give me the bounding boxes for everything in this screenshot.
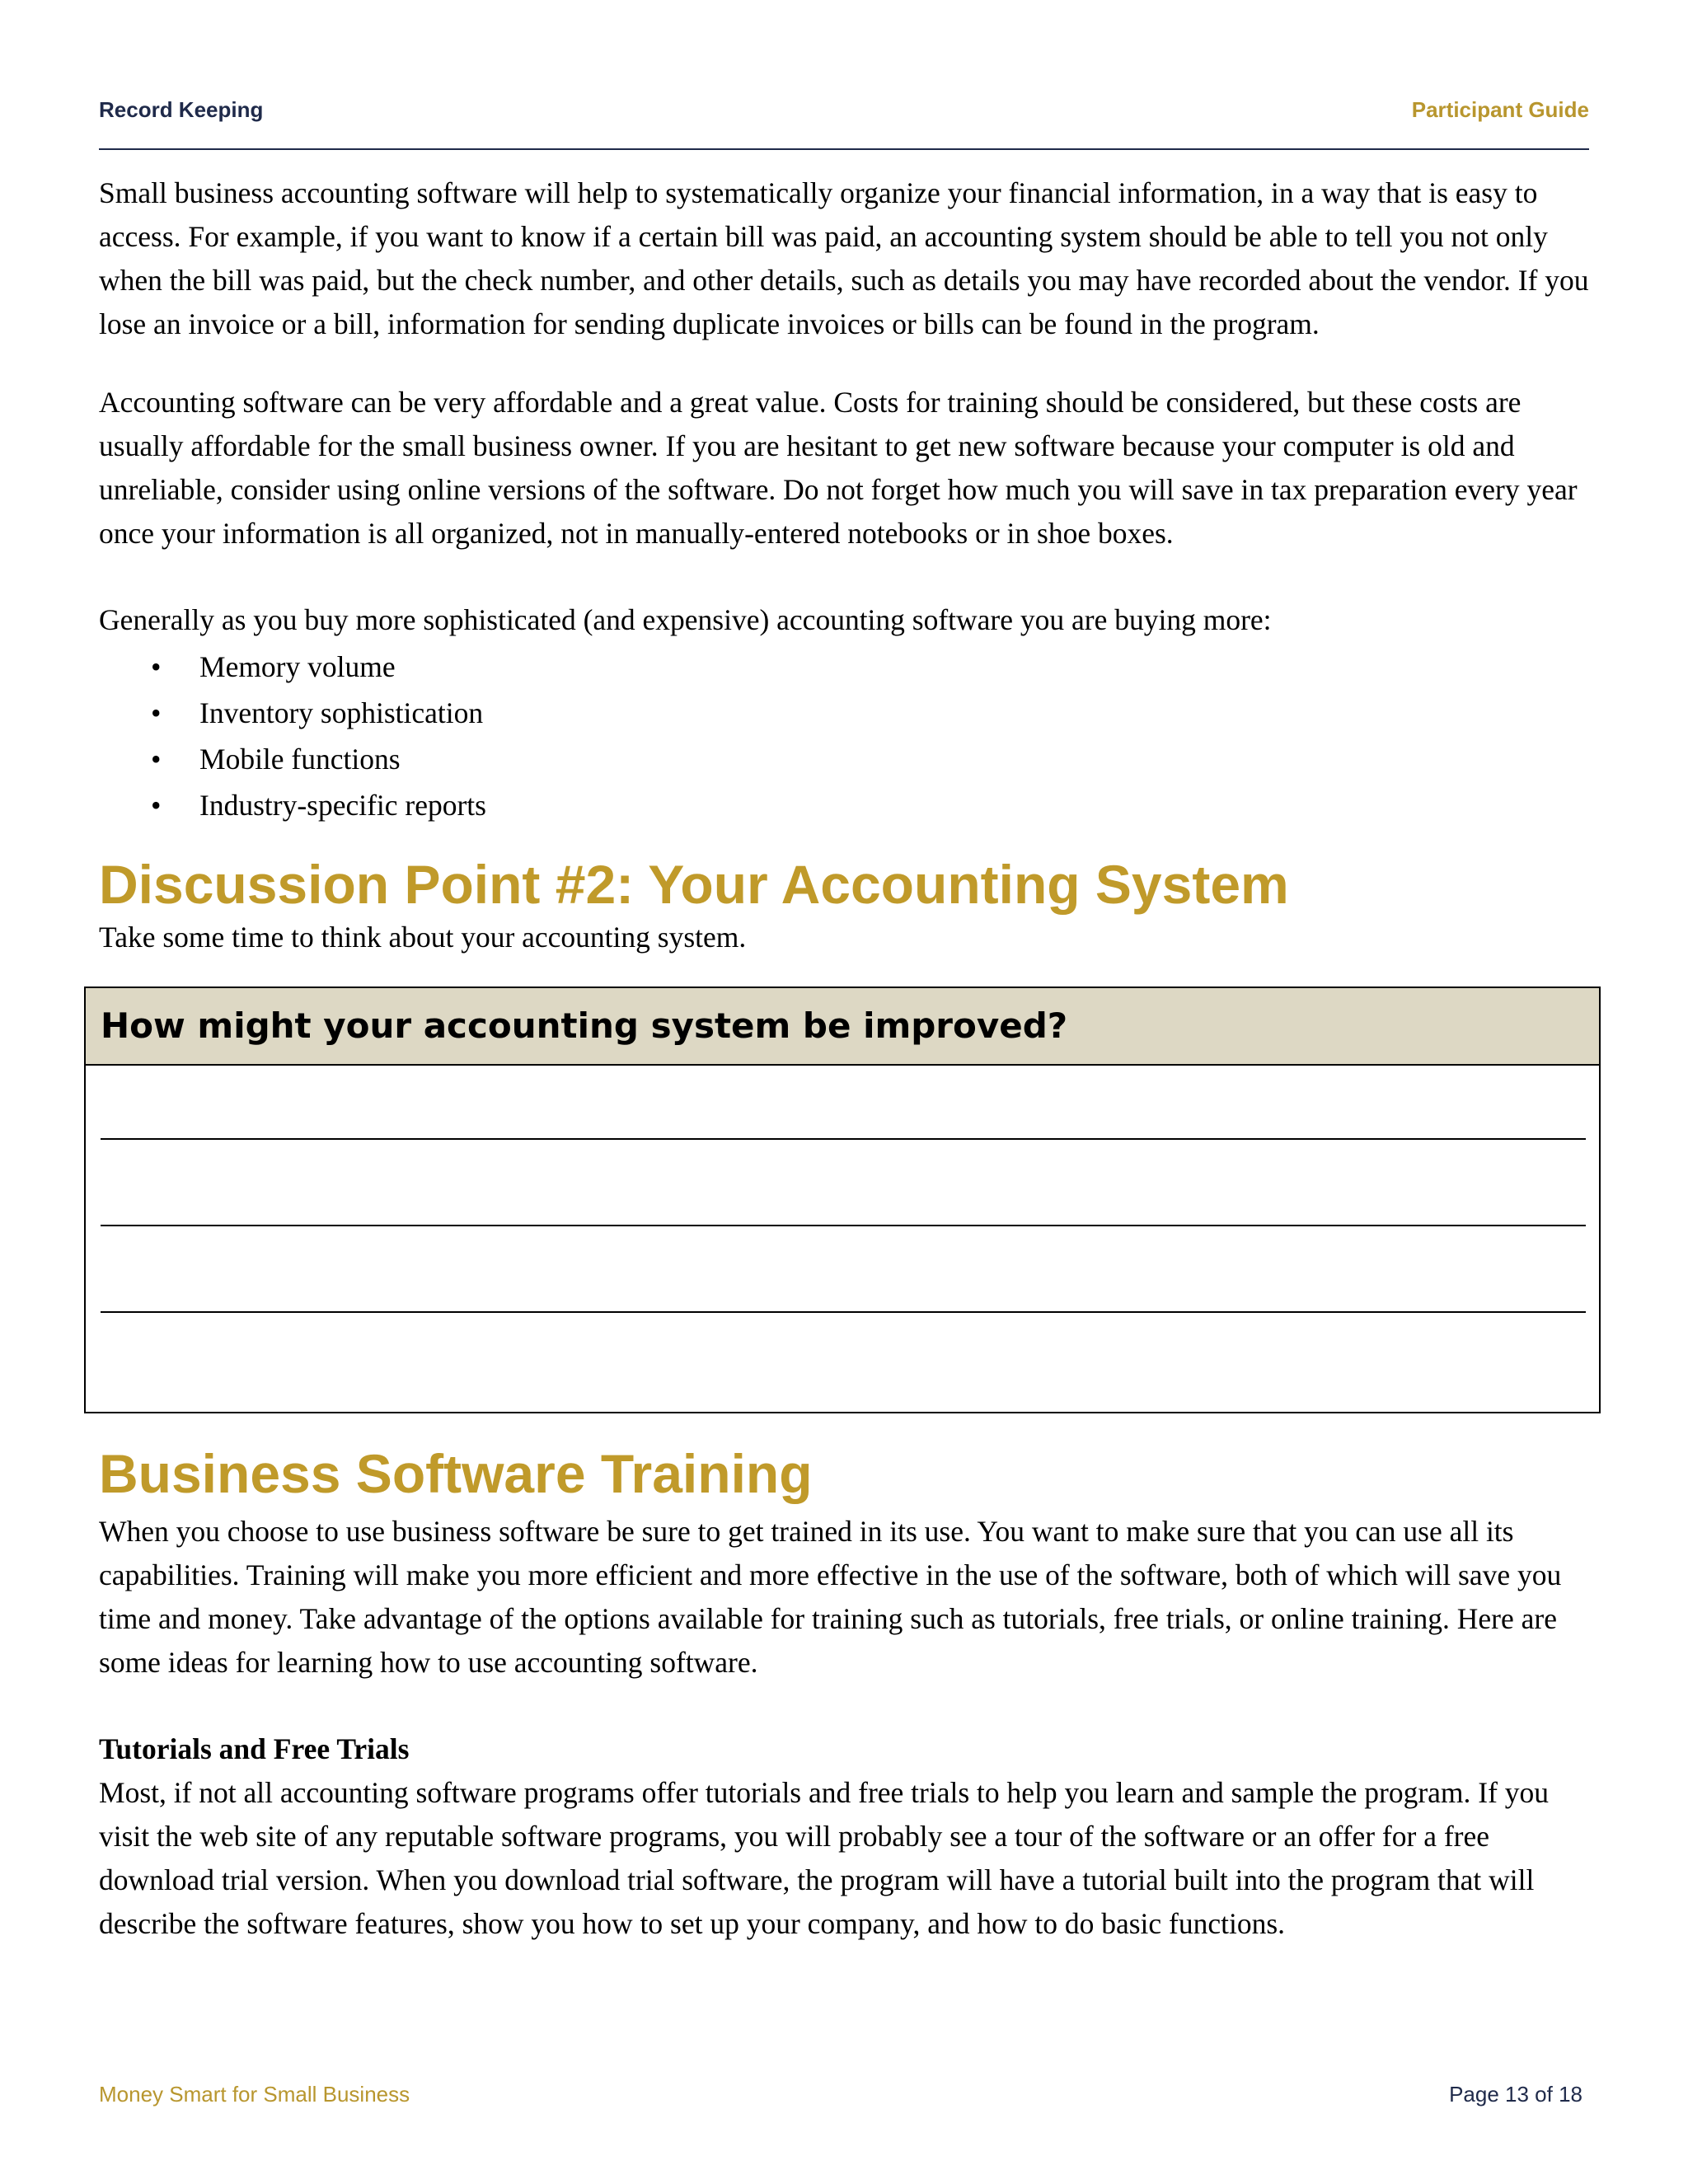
paragraph-software-organize: Small business accounting software will help to systematically organize your financial information, in a way that is easy to access. For example, if you want to know if a certain bill was paid, an accounting system should be able to tell you not only when the bill was paid, but the check number, and other details, such as details you may have recorded about the vendor. If you lose an invoice or a bill, information for sending duplicate invoices or bills can be found in the program. <box>99 176 1589 340</box>
header-title: Record Keeping <box>99 97 264 122</box>
discussion-heading: Discussion Point #2: Your Accounting System <box>99 854 1289 915</box>
answer-line-1[interactable] <box>101 1138 1586 1140</box>
header-guide-label: Participant Guide <box>1411 97 1589 122</box>
header-divider <box>99 148 1589 150</box>
page-header <box>99 97 1589 122</box>
list-item: • Industry-specific reports <box>99 782 1599 828</box>
paragraph-buying-more: Generally as you buy more sophisticated (and expensive) accounting software you are buying more: <box>99 603 1272 636</box>
answer-line-2[interactable] <box>101 1225 1586 1226</box>
bullet-icon: • <box>151 743 162 776</box>
tutorials-subheading: Tutorials and Free Trials <box>99 1732 410 1765</box>
answer-line-3[interactable] <box>101 1311 1586 1313</box>
training-heading: Business Software Training <box>99 1443 813 1504</box>
paragraph-tutorials: Most, if not all accounting software programs offer tutorials and free trials to help you learn and sample the program. If you visit the web site of any reputable software programs, you will probably see a tour of the software or an offer for a free download trial version. When you download trial software, the program will have a tutorial built into the program that will describe the software features, show you how to set up your company, and how to do basic functions. <box>99 1776 1550 1940</box>
discussion-question: How might your accounting system be improved? <box>86 988 1599 1066</box>
bullet-icon: • <box>151 789 162 822</box>
paragraph-software-affordable: Accounting software can be very affordable and a great value. Costs for training should be considered, but these costs are usually affordable for the small business owner. If you are hesitant to get new software because your computer is old and unreliable, consider using online versions of the software. Do not forget how much you will save in tax preparation every year once your information is all organized, not in manually-entered notebooks or in shoe boxes. <box>99 386 1578 550</box>
main-content <box>99 171 1599 957</box>
discussion-intro: Take some time to think about your accounting system. <box>99 921 747 954</box>
discussion-answer-box <box>84 987 1601 1413</box>
paragraph-training: When you choose to use business software be sure to get trained in its use. You want to make sure that you can use all its capabilities. Training will make you more efficient and more effective in the use of the software, both of which will save you time and money. Take advantage of the options available for training such as tutorials, free trials, or online training. Here are some ideas for learning how to use accounting software. <box>99 1515 1562 1679</box>
bullet-icon: • <box>151 696 162 729</box>
page-number: Page 13 of 18 <box>1449 2082 1582 2107</box>
footer-title: Money Smart for Small Business <box>99 2082 410 2107</box>
list-item: • Inventory sophistication <box>99 690 1599 736</box>
training-section <box>99 1441 1599 1946</box>
list-item: • Mobile functions <box>99 736 1599 782</box>
feature-list <box>99 644 1599 828</box>
bullet-icon: • <box>151 650 162 683</box>
list-item: • Memory volume <box>99 644 1599 690</box>
